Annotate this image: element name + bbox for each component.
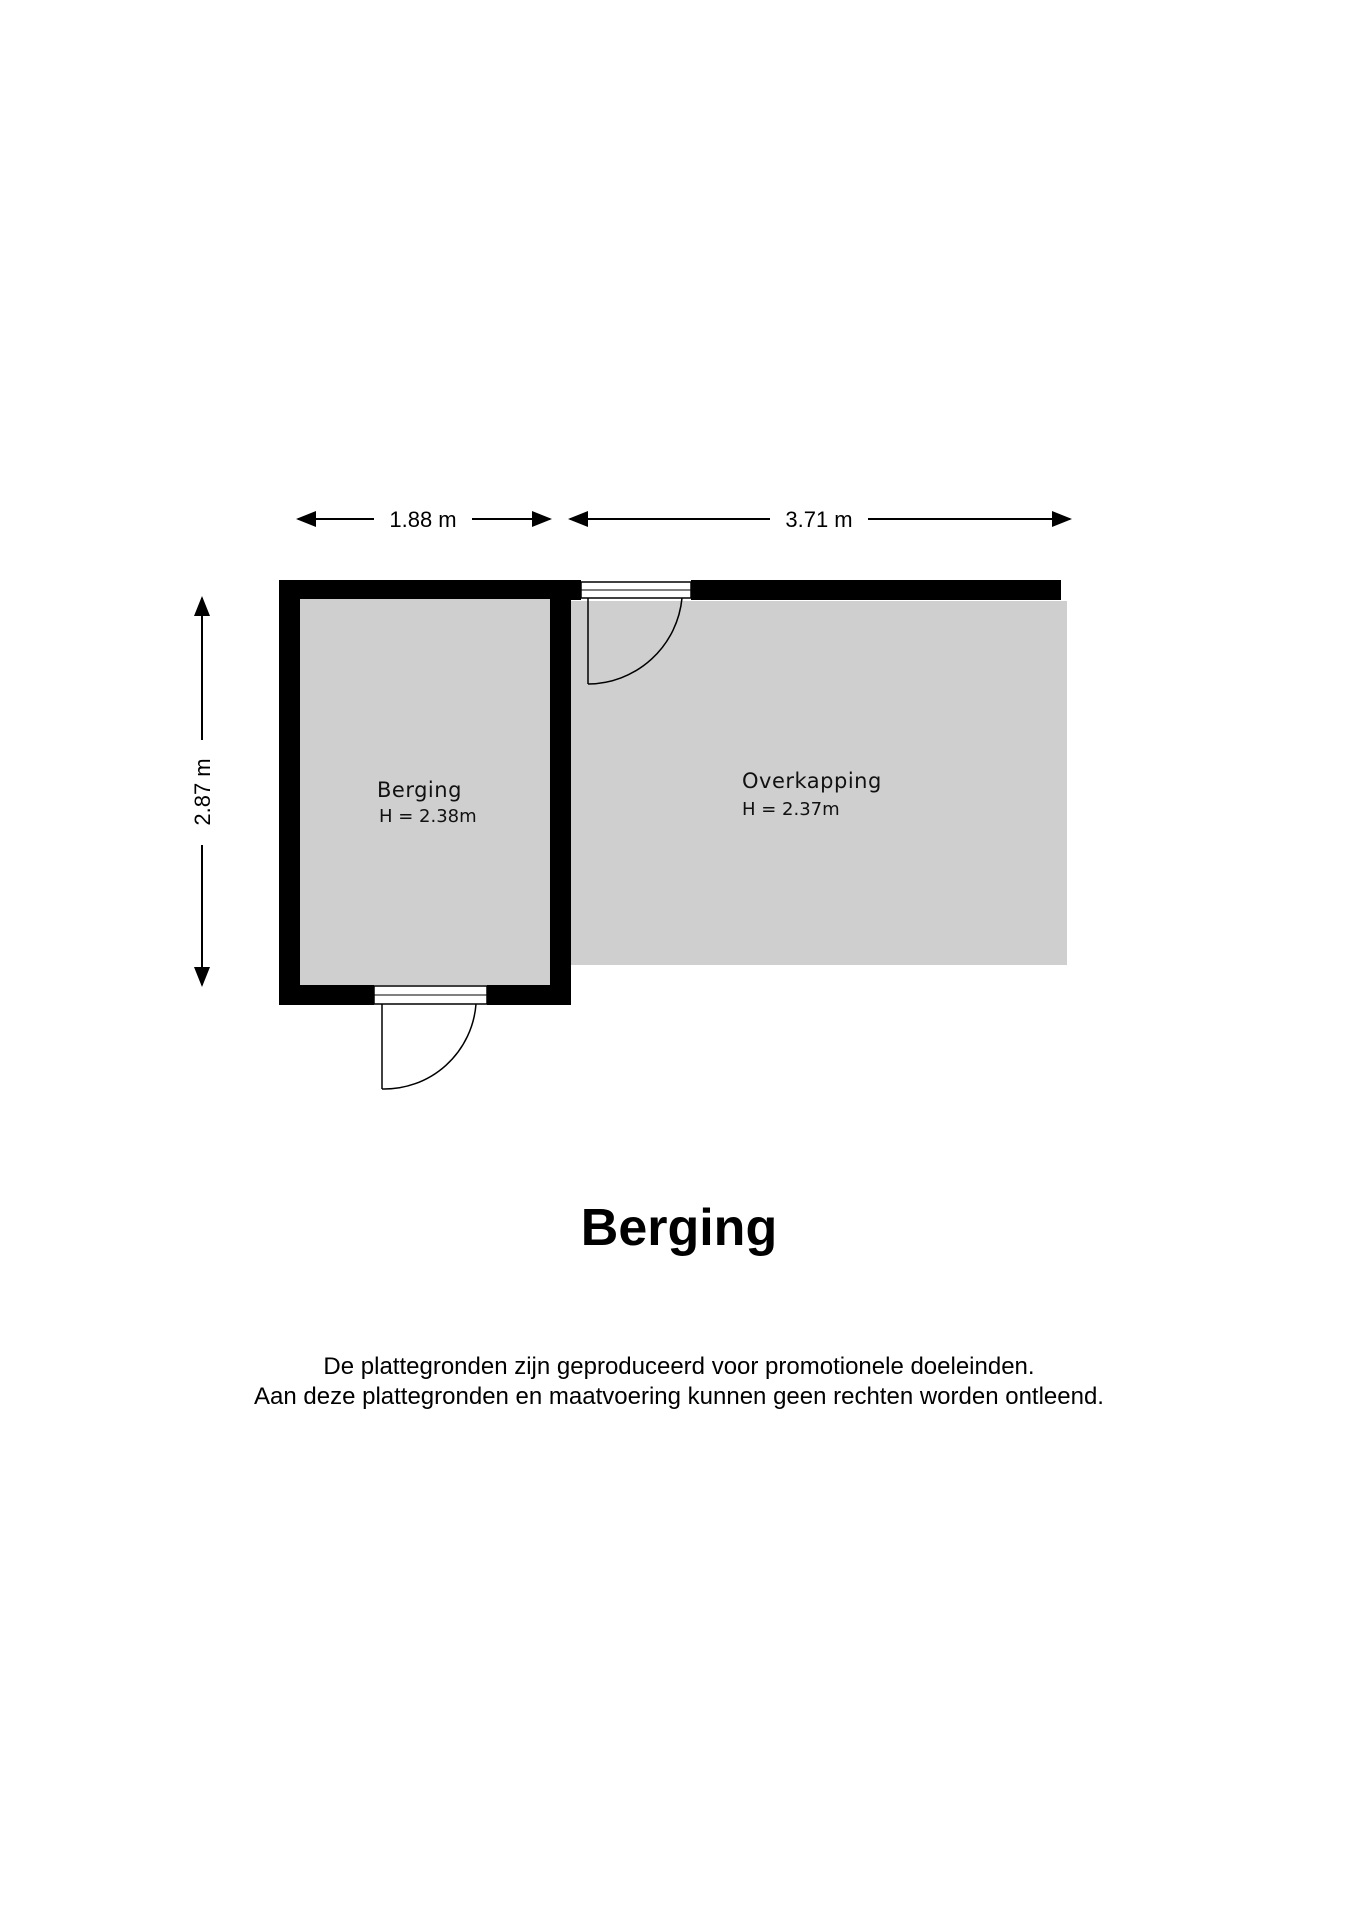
room-name: Berging (377, 778, 462, 802)
room-height: H = 2.38m (379, 806, 477, 827)
dimension-width-right (570, 507, 1070, 532)
disclaimer-line: De plattegronden zijn geproduceerd voor promotionele doeleinden. (323, 1353, 1035, 1380)
room-height: H = 2.37m (742, 799, 840, 820)
dimension-label: 3.71 m (785, 507, 853, 532)
disclaimer-line: Aan deze plattegronden en maatvoering kunnen geen rechten worden ontleend. (254, 1383, 1104, 1410)
dimension-width-left (298, 507, 550, 532)
door-berging (374, 986, 487, 1089)
floor-title: Berging (580, 1199, 778, 1257)
dimension-label: 2.87 m (190, 758, 215, 826)
room-name: Overkapping (742, 769, 882, 793)
disclaimer (0, 1352, 1358, 1412)
dimension-label: 1.88 m (389, 507, 457, 532)
dimension-height (190, 598, 215, 985)
